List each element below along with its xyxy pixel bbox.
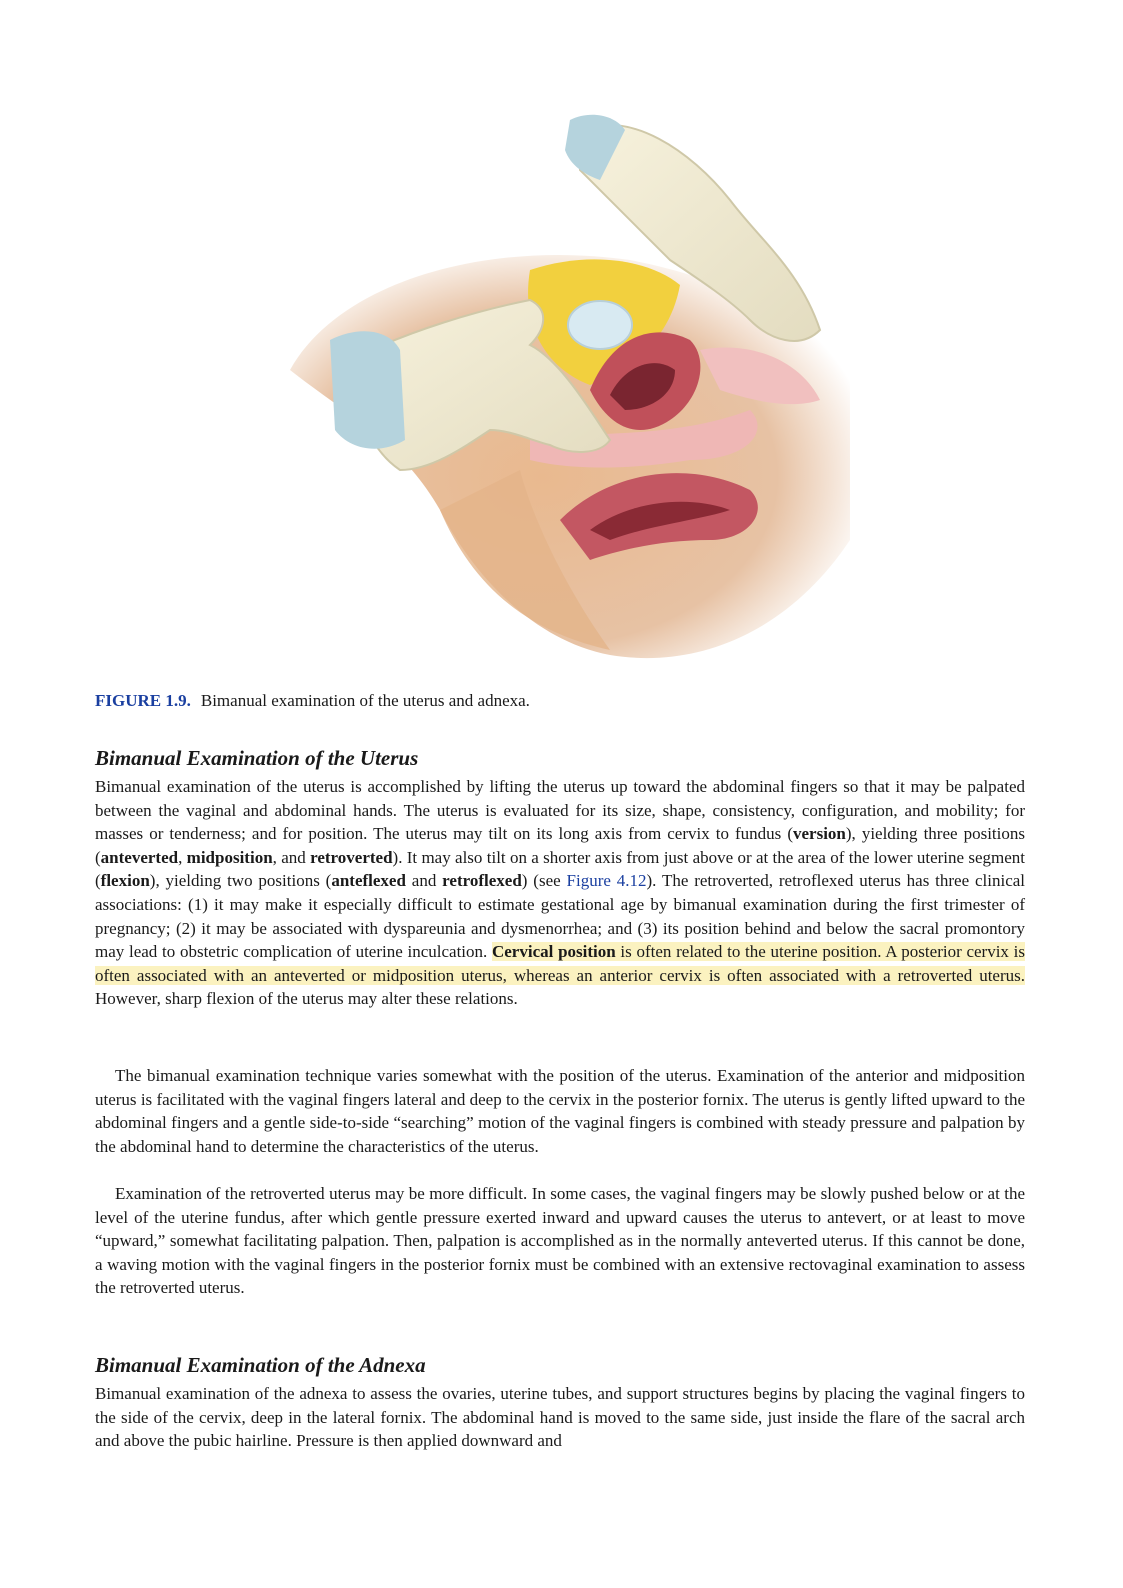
paragraph-adnexa-1: Bimanual examination of the adnexa to assess the ovaries, uterine tubes, and support structures begins by placing the vaginal fingers to the side of the cervix, deep in the lateral fornix. The abdominal hand is moved to the same side, just inside the flare of the sacral arch and above the pubic hairline. Pressure is then applied downward and — [95, 1384, 1025, 1451]
figure-label[interactable]: FIGURE 1.9. — [95, 691, 191, 710]
figure-4-12-link[interactable]: Figure 4.12 — [566, 871, 647, 891]
paragraph-uterus-1: Bimanual examination of the uterus is accomplished by lifting the uterus up toward the abdominal fingers so that it may be palpated between the vaginal and abdominal hands. The uterus is evaluated for its size, shape, consistency, configuration, and mobility; for masses or tenderness; and for position. The uterus may tilt on its long axis from cervix to fundus (version), yielding three positions (anteverted, midposition, and retroverted). It may also tilt on a shorter axis from just above or at the area of the lower uterine segment (flexion), yielding two positions (anteflexed and retroflexed) (see Figure 4.12). The retroverted, retroflexed uterus has three clinical associations: (1) it may make it especially difficult to estimate gestational age by bimanual examination during the first trimester of pregnancy; (2) it may be associated with dyspareunia and dysmenorrhea; and (3) its position behind and below the sacral promontory may lead to obstetric complication of uterine inculcation. Cervical position is often related to the uterine position. A posterior cervix is often associated with an anteverted or midposition uterus, whereas an anterior cervix is often associated with a retroverted uterus. However, sharp flexion of the uterus may alter these relations. — [95, 777, 1026, 1009]
figure-illustration — [230, 110, 870, 670]
section-heading-adnexa: Bimanual Examination of the Adnexa — [95, 1353, 426, 1377]
highlighted-text: Cervical position is often related to the uterine position. A posterior cervix is often associated with an anteverted or midposition uterus, whereas an anterior cervix is often associated with a retroverted uterus. — [95, 942, 1025, 985]
figure-caption — [95, 690, 1025, 712]
figure-caption-text: Bimanual examination of the uterus and adnexa. — [200, 691, 530, 710]
paragraph-uterus-2: The bimanual examination technique varies somewhat with the position of the uterus. Examination of the anterior and midposition uterus is facilitated with the vaginal fingers lateral and deep to the cervix in the posterior fornix. The uterus is gently lifted upward to the abdominal fingers and a gentle side-to-side “searching” motion of the vaginal fingers is combined with steady pressure and palpation by the abdominal hand to determine the characteristics of the uterus. — [95, 1066, 1025, 1156]
vaginal-hand-cuff — [330, 331, 405, 448]
paragraph-uterus-3: Examination of the retroverted uterus may be more difficult. In some cases, the vaginal fingers may be slowly pushed below or at the level of the uterine fundus, after which gentle pressure exerted inward and upward causes the uterus to antevert, or at least to move “upward,” somewhat facilitating palpation. Then, palpation is accomplished as in the normally anteverted uterus. If this cannot be done, a waving motion with the vaginal fingers in the posterior fornix must be combined with an extensive rectovaginal examination to assess the retroverted uterus. — [95, 1184, 1025, 1298]
bladder — [568, 301, 632, 349]
section-heading-uterus: Bimanual Examination of the Uterus — [95, 746, 419, 770]
